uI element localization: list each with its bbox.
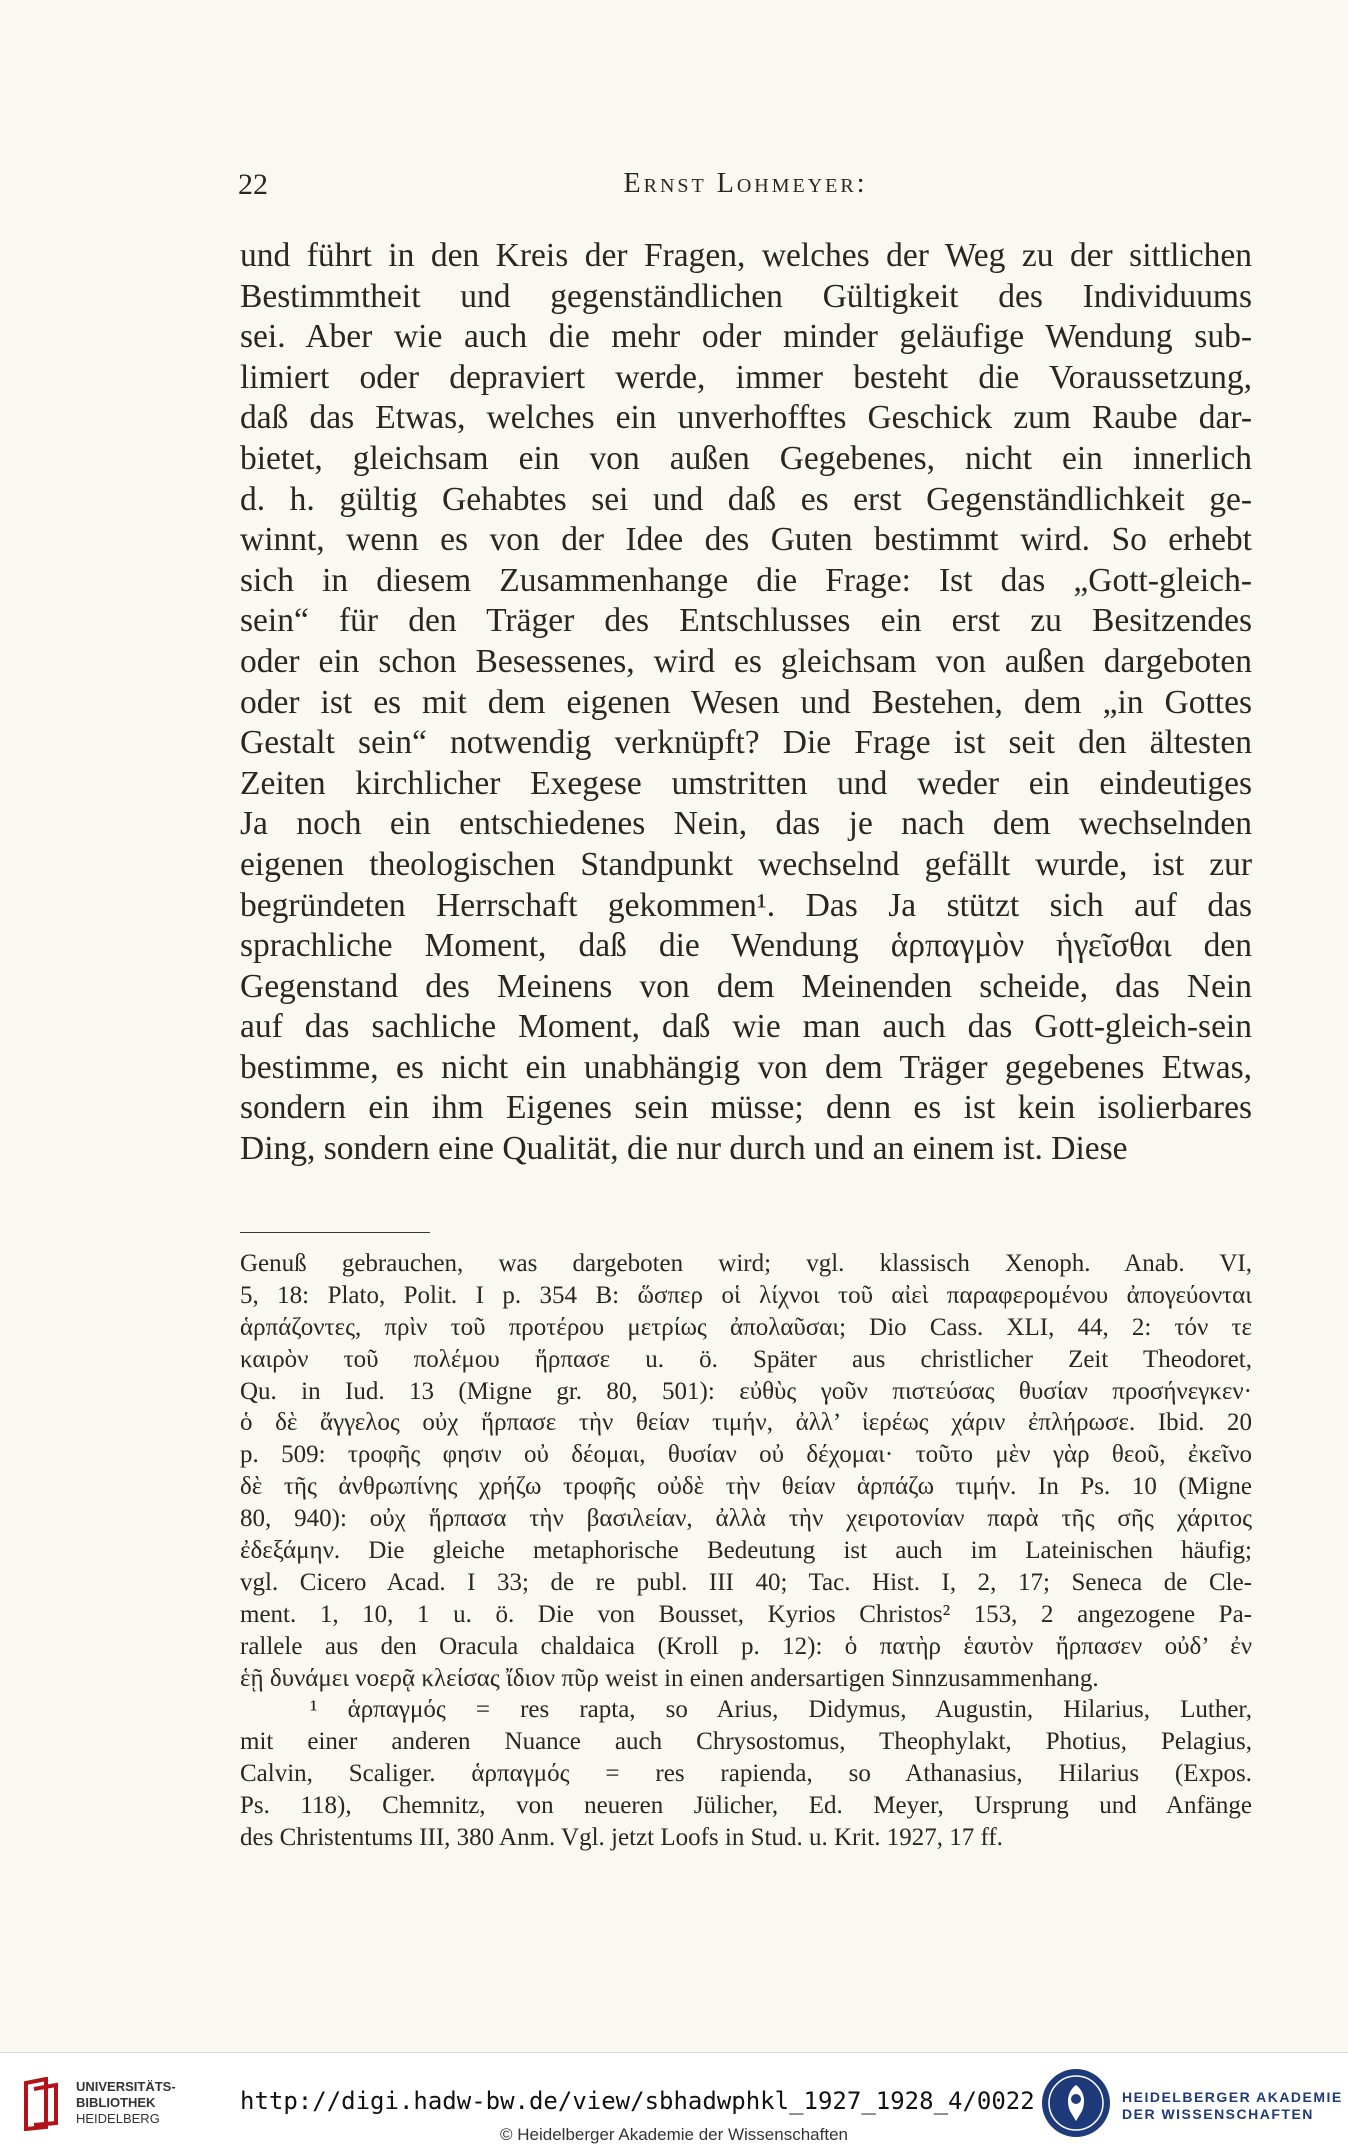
text-line: sprachliche Moment, daß die Wendung ἁρπαγμὸν ἡγεῖσθαι den: [240, 927, 1252, 965]
footnote-line: vgl. Cicero Acad. I 33; de re publ. III 40; Tac. Hist. I, 2, 17; Seneca de Cle-: [240, 1568, 1252, 1596]
text-line: winnt, wenn es von der Idee des Guten bestimmt wird. So erhebt: [240, 521, 1252, 559]
footnote-line: mit einer anderen Nuance auch Chrysostomus, Theophylakt, Photius, Pelagius,: [240, 1728, 1252, 1756]
text-line: d. h. gültig Gehabtes sei und daß es erst Gegenständlichkeit ge-: [240, 480, 1252, 518]
footnote-line: δὲ τῆς ἀνθρωπίνης χρήζω τροφῆς οὐδὲ τὴν θείαν ἁρπάζω τιμήν. In Ps. 10 (Migne: [240, 1473, 1252, 1501]
footnote-line: ment. 1, 10, 1 u. ö. Die von Bousset, Kyrios Christos² 153, 2 angezogene Pa-: [240, 1600, 1252, 1628]
text-line: sein“ für den Träger des Entschlusses ein erst zu Besitzendes: [240, 602, 1252, 640]
text-line: bestimme, es nicht ein unabhängig von dem Träger gegebenes Etwas,: [240, 1048, 1252, 1086]
footnote-line: 80, 940): οὐχ ἥρπασα τὴν βασιλείαν, ἀλλὰ τὴν χειροτονίαν παρὰ τῆς σῆς χάριτος: [240, 1505, 1252, 1533]
text-line: daß das Etwas, welches ein unverhofftes Geschick zum Raube dar-: [240, 399, 1252, 437]
footnote-line: Ps. 118), Chemnitz, von neueren Jülicher, Ed. Meyer, Ursprung und Anfänge: [240, 1792, 1252, 1820]
academy-name: [1122, 2089, 1343, 2123]
copyright-notice: © Heidelberger Akademie der Wissenschaften: [500, 2125, 848, 2144]
permalink-url[interactable]: http://digi.hadw-bw.de/view/sbhadwphkl_1927_1928_4/0022: [240, 2087, 1035, 2115]
footnote-line: rallele aus den Oracula chaldaica (Kroll p. 12): ὁ πατὴρ ἑαυτὸν ἥρπασεν οὐδ’ ἐν: [240, 1632, 1252, 1660]
footnote-line: ὁ δὲ ἄγγελος οὐχ ἥρπασε τὴν θείαν τιμήν, ἀλλ’ ἱερέως χάριν ἐπλήρωσε. Ibid. 20: [240, 1409, 1252, 1437]
text-line: oder ist es mit dem eigenen Wesen und Bestehen, dem „in Gottes: [240, 683, 1252, 721]
footnote-line: Qu. in Iud. 13 (Migne gr. 80, 501): εὐθὺς γοῦν πιστεύσας θυσίαν προσήνεγκεν·: [240, 1377, 1252, 1405]
main-text: [240, 236, 1252, 1170]
text-line: auf das sachliche Moment, daß wie man auch das Gott-gleich-sein: [240, 1008, 1252, 1046]
academy-seal-icon: [1040, 2067, 1112, 2139]
text-line: Bestimmtheit und gegenständlichen Gültigkeit des Individuums: [240, 277, 1252, 315]
footnote-line: ἁρπάζοντες, πρὶν τοῦ προτέρου μετρίως ἀπολαῦσαι; Dio Cass. XLI, 44, 2: τόν τε: [240, 1313, 1252, 1341]
text-line: eigenen theologischen Standpunkt wechselnd gefällt wurde, ist zur: [240, 845, 1252, 883]
text-line: bietet, gleichsam ein von außen Gegebenes, nicht ein innerlich: [240, 439, 1252, 477]
running-title: Ernst Lohmeyer:: [623, 168, 868, 199]
text-line: limiert oder depraviert werde, immer besteht die Voraussetzung,: [240, 358, 1252, 396]
text-line: begründeten Herrschaft gekommen¹. Das Ja stützt sich auf das: [240, 886, 1252, 924]
footnote-divider: [240, 1232, 430, 1233]
text-line: Gestalt sein“ notwendig verknüpft? Die Frage ist seit den ältesten: [240, 724, 1252, 762]
page-header: [238, 168, 1253, 208]
footnotes: [240, 1248, 1252, 1854]
footnote-line: des Christentums III, 380 Anm. Vgl. jetzt Loofs in Stud. u. Krit. 1927, 17 ff.: [240, 1824, 1003, 1852]
text-line: sei. Aber wie auch die mehr oder minder geläufige Wendung sub-: [240, 318, 1252, 356]
footnote-line: Genuß gebrauchen, was dargeboten wird; vgl. klassisch Xenoph. Anab. VI,: [240, 1250, 1252, 1277]
library-name-line: BIBLIOTHEK: [76, 2095, 156, 2110]
text-line: und führt in den Kreis der Fragen, welches der Weg zu der sittlichen: [240, 237, 1252, 274]
footnote-line: ἐδεξάμην. Die gleiche metaphorische Bedeutung ist auch im Lateinischen häufig;: [240, 1537, 1252, 1565]
footnote-line: p. 509: τροφῆς φησιν οὐ δέομαι, θυσίαν οὐ δέχομαι· τοῦτο μὲν γὰρ θεοῦ, ἐκεῖνο: [240, 1441, 1252, 1469]
text-line: sondern ein ihm Eigenes sein müsse; denn es ist kein isolierbares: [240, 1089, 1252, 1127]
text-line: Ja noch ein entschiedenes Nein, das je nach dem wechselnden: [240, 805, 1252, 843]
footnote-line: καιρὸν τοῦ πολέμου ἥρπασε u. ö. Später aus christlicher Zeit Theodoret,: [240, 1345, 1252, 1373]
academy-name-line: DER WISSENSCHAFTEN: [1122, 2106, 1314, 2122]
text-line: sich in diesem Zusammenhange die Frage: Ist das „Gott-gleich-: [240, 561, 1252, 599]
text-line: Zeiten kirchlicher Exegese umstritten und weder ein eindeutiges: [240, 764, 1252, 802]
university-library-logo-icon: [22, 2077, 64, 2131]
text-line: Ding, sondern eine Qualität, die nur durch und an einem ist. Diese: [240, 1130, 1128, 1168]
library-name-line: HEIDELBERG: [76, 2111, 160, 2126]
page-number: 22: [238, 168, 268, 201]
footnote-line: ¹ ἁρπαγμός = res rapta, so Arius, Didymus, Augustin, Hilarius, Luther,: [310, 1696, 1252, 1724]
footnote-line: ἑῇ δυνάμει νοερᾷ κλείσας ἴδιον πῦρ weist in einen andersartigen Sinnzusammenhang.: [240, 1664, 1099, 1692]
text-line: oder ein schon Besessenes, wird es gleichsam von außen dargeboten: [240, 642, 1252, 680]
footnote-line: Calvin, Scaliger. ἁρπαγμός = res rapienda, so Athanasius, Hilarius (Expos.: [240, 1760, 1252, 1788]
footnote-line: 5, 18: Plato, Polit. I p. 354 B: ὥσπερ οἱ λίχνοι τοῦ αἰεὶ παραφερομένου ἀπογεύονται: [240, 1281, 1252, 1309]
viewer-footer: [0, 2052, 1348, 2154]
text-line: Gegenstand des Meinens von dem Meinenden scheide, das Nein: [240, 967, 1252, 1005]
library-name-line: UNIVERSITÄTS-: [76, 2079, 176, 2094]
university-library-name: [76, 2079, 176, 2127]
academy-name-line: HEIDELBERGER AKADEMIE: [1122, 2089, 1343, 2105]
